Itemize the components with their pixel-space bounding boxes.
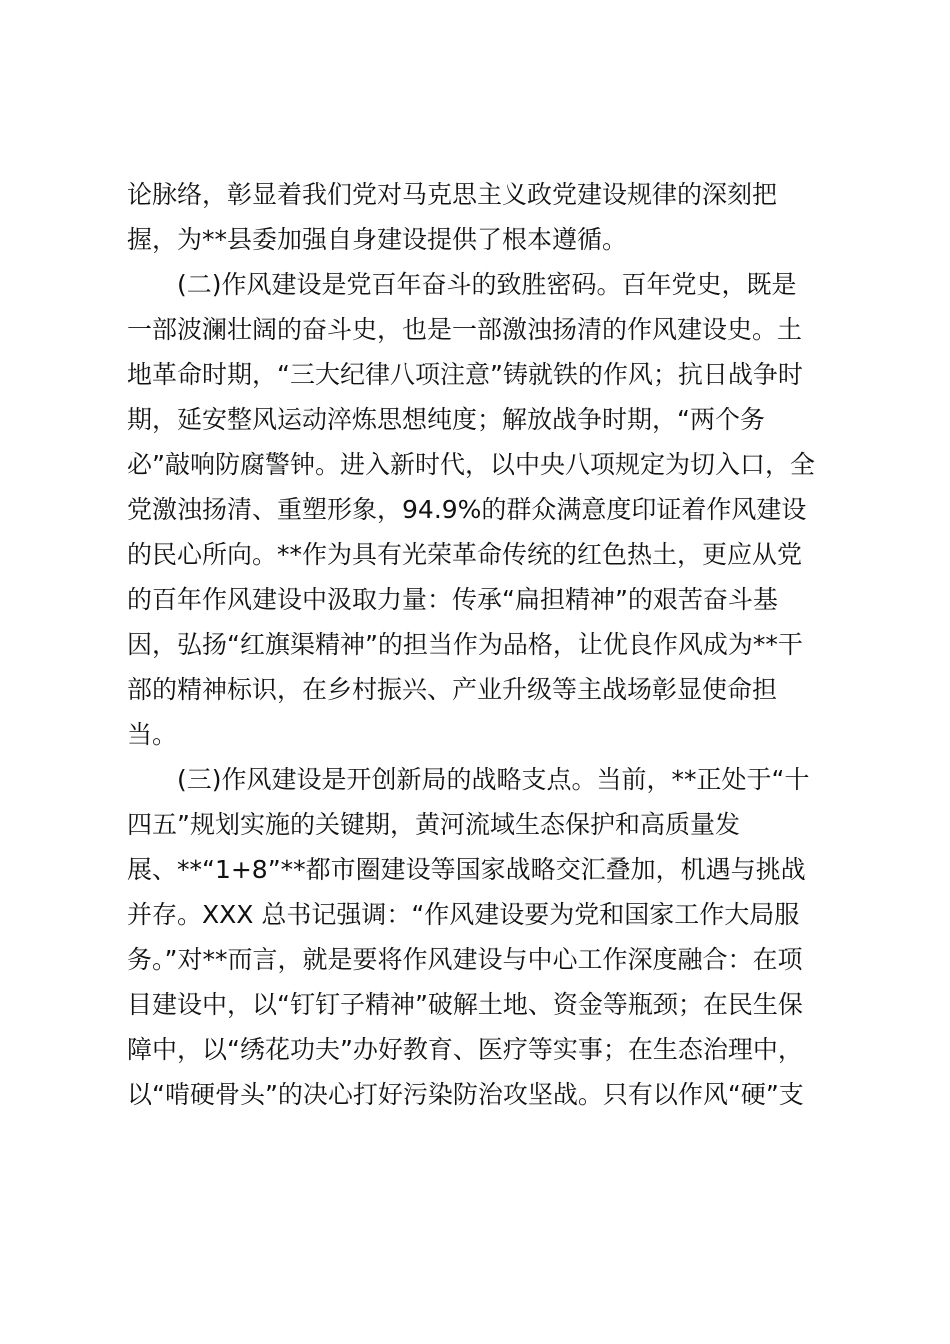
text-line: 必”敲响防腐警钟。进入新时代，以中央八项规定为切入口，全: [127, 450, 815, 479]
text-line: 的民心所向。**作为具有光荣革命传统的红色热土，更应从党: [127, 540, 803, 569]
text-line: 部的精神标识，在乡村振兴、产业升级等主战场彰显使命担: [127, 675, 778, 704]
text-line: 期，延安整风运动淬炼思想纯度；解放战争时期，“两个务: [127, 405, 765, 434]
paragraph-2-heading-line: (二)作风建设是党百年奋斗的致胜密码。百年党史，既是: [177, 270, 797, 299]
text-line: 握，为**县委加强自身建设提供了根本遵循。: [127, 225, 628, 254]
text-line: 的百年作风建设中汲取力量：传承“扁担精神”的艰苦奋斗基: [127, 585, 778, 614]
text-line: 当。: [127, 720, 178, 749]
text-line: 论脉络，彰显着我们党对马克思主义政党建设规律的深刻把: [127, 180, 778, 209]
text-line: 并存。XXX 总书记强调：“作风建设要为党和国家工作大局服: [127, 900, 800, 929]
text-line: 以“啃硬骨头”的决心打好污染防治攻坚战。只有以作风“硬”支: [127, 1080, 804, 1109]
text-line: 因，弘扬“红旗渠精神”的担当作为品格，让优良作风成为**干: [127, 630, 803, 659]
text-line: 展、**“1+8”**都市圈建设等国家战略交汇叠加，机遇与挑战: [127, 855, 806, 884]
text-line: 一部波澜壮阔的奋斗史，也是一部激浊扬清的作风建设史。土: [127, 315, 803, 344]
paragraph-3-heading-line: (三)作风建设是开创新局的战略支点。当前，**正处于“十: [177, 765, 810, 794]
text-line: 地革命时期，“三大纪律八项注意”铸就铁的作风；抗日战争时: [127, 360, 803, 389]
text-line: 务。”对**而言，就是要将作风建设与中心工作深度融合：在项: [127, 945, 803, 974]
text-line: 目建设中，以“钉钉子精神”破解土地、资金等瓶颈；在民生保: [127, 990, 803, 1019]
text-line: 党激浊扬清、重塑形象，94.9%的群众满意度印证着作风建设: [127, 495, 807, 524]
text-line: 四五”规划实施的关键期，黄河流域生态保护和高质量发: [127, 810, 740, 839]
text-line: 障中，以“绣花功夫”办好教育、医疗等实事；在生态治理中，: [127, 1035, 803, 1064]
